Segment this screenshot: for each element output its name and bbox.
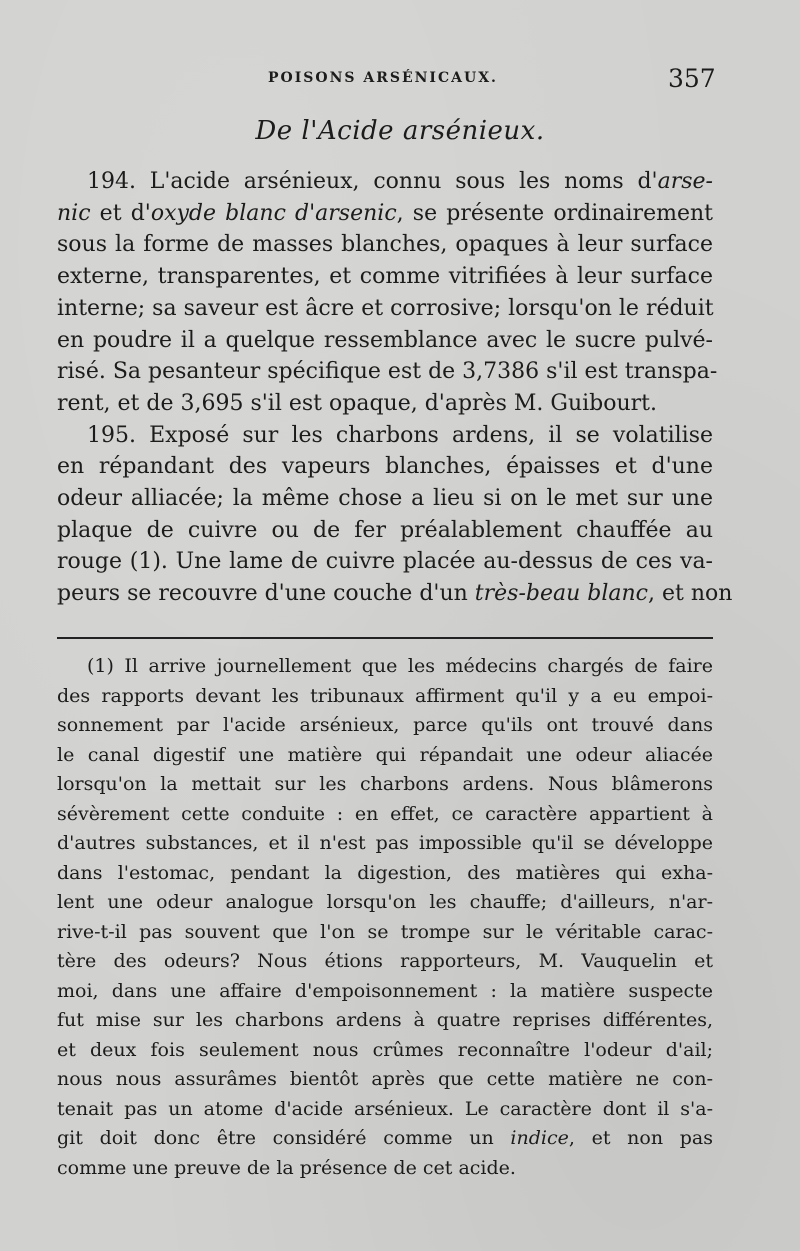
body-line: rent, et de 3,695 s'il est opaque, d'après M. Guibourt. [57, 390, 657, 416]
footnote-line: et deux fois seulement nous crûmes reconnaître l'odeur d'ail; [57, 1038, 713, 1061]
body-line: interne; sa saveur est âcre et corrosive; lorsqu'on le réduit [57, 295, 714, 321]
section-title: De l'Acide arsénieux. [255, 116, 545, 146]
footnote-line: fut mise sur les charbons ardens à quatre reprises différentes, [57, 1009, 713, 1031]
footnote-line: d'autres substances, et il n'est pas impossible qu'il se développe [57, 832, 713, 854]
body-line: externe, transparentes, et comme vitrifiées à leur surface [57, 264, 713, 290]
running-head [0, 64, 800, 94]
footnote-line: rive-t-il pas souvent que l'on se trompe sur le véritable carac- [57, 920, 713, 943]
footnote-line: moi, dans une affaire d'empoisonnement : la matière suspecte [57, 979, 713, 1002]
body-line: en poudre il a quelque ressemblance avec le sucre pulvé- [57, 327, 713, 353]
footnote-line: git doit donc être considéré comme un indice, et non pas [57, 1127, 713, 1149]
body-line: 194. L'acide arsénieux, connu sous les noms d'arse- [87, 169, 713, 194]
body-line: en répandant des vapeurs blanches, épaisses et d'une [57, 454, 713, 480]
body-line: 195. Exposé sur les charbons ardens, il se volatilise [87, 422, 713, 448]
footnote-line: lorsqu'on la mettait sur les charbons ardens. Nous blâmerons [57, 773, 713, 795]
footnote-line: tère des odeurs? Nous étions rapporteurs, M. Vauquelin et [57, 950, 713, 972]
footnote-line: dans l'estomac, pendant la digestion, des matières qui exha- [57, 861, 713, 884]
footnote-line: (1) Il arrive journellement que les médecins chargés de faire [87, 655, 713, 677]
footnote-rule [57, 637, 713, 639]
page-number: 357 [668, 64, 716, 93]
body-line: sous la forme de masses blanches, opaques à leur surface [57, 232, 713, 258]
footnote-line: comme une preuve de la présence de cet acide. [57, 1156, 516, 1179]
footnote-line: lent une odeur analogue lorsqu'on les chauffe; d'ailleurs, n'ar- [57, 891, 713, 913]
body-line: odeur alliacée; la même chose a lieu si on le met sur une [57, 486, 713, 512]
footnote [57, 652, 713, 1183]
body-line: peurs se recouvre d'une couche d'un très-beau blanc, et non [57, 581, 733, 607]
body-line: plaque de cuivre ou de fer préalablement chauffée au [57, 517, 713, 543]
footnote-line: nous nous assurâmes bientôt après que cette matière ne con- [57, 1068, 713, 1090]
body-line: risé. Sa pesanteur spécifique est de 3,7386 s'il est transpa- [57, 359, 718, 385]
body-text [57, 166, 733, 610]
footnote-line: sonnement par l'acide arsénieux, parce qu'ils ont trouvé dans [57, 714, 713, 736]
body-line: rouge (1). Une lame de cuivre placée au-dessus de ces va- [57, 549, 713, 575]
footnote-line: le canal digestif une matière qui répandait une odeur aliacée [57, 743, 713, 766]
footnote-line: tenait pas un atome d'acide arsénieux. Le caractère dont il s'a- [57, 1097, 713, 1120]
footnote-line: sévèrement cette conduite : en effet, ce caractère appartient à [57, 802, 713, 825]
body-line: nic et d'oxyde blanc d'arsenic, se présente ordinairement [57, 200, 713, 226]
footnote-line: des rapports devant les tribunaux affirment qu'il y a eu empoi- [57, 684, 713, 707]
running-title: POISONS ARSÉNICAUX. [268, 70, 498, 86]
